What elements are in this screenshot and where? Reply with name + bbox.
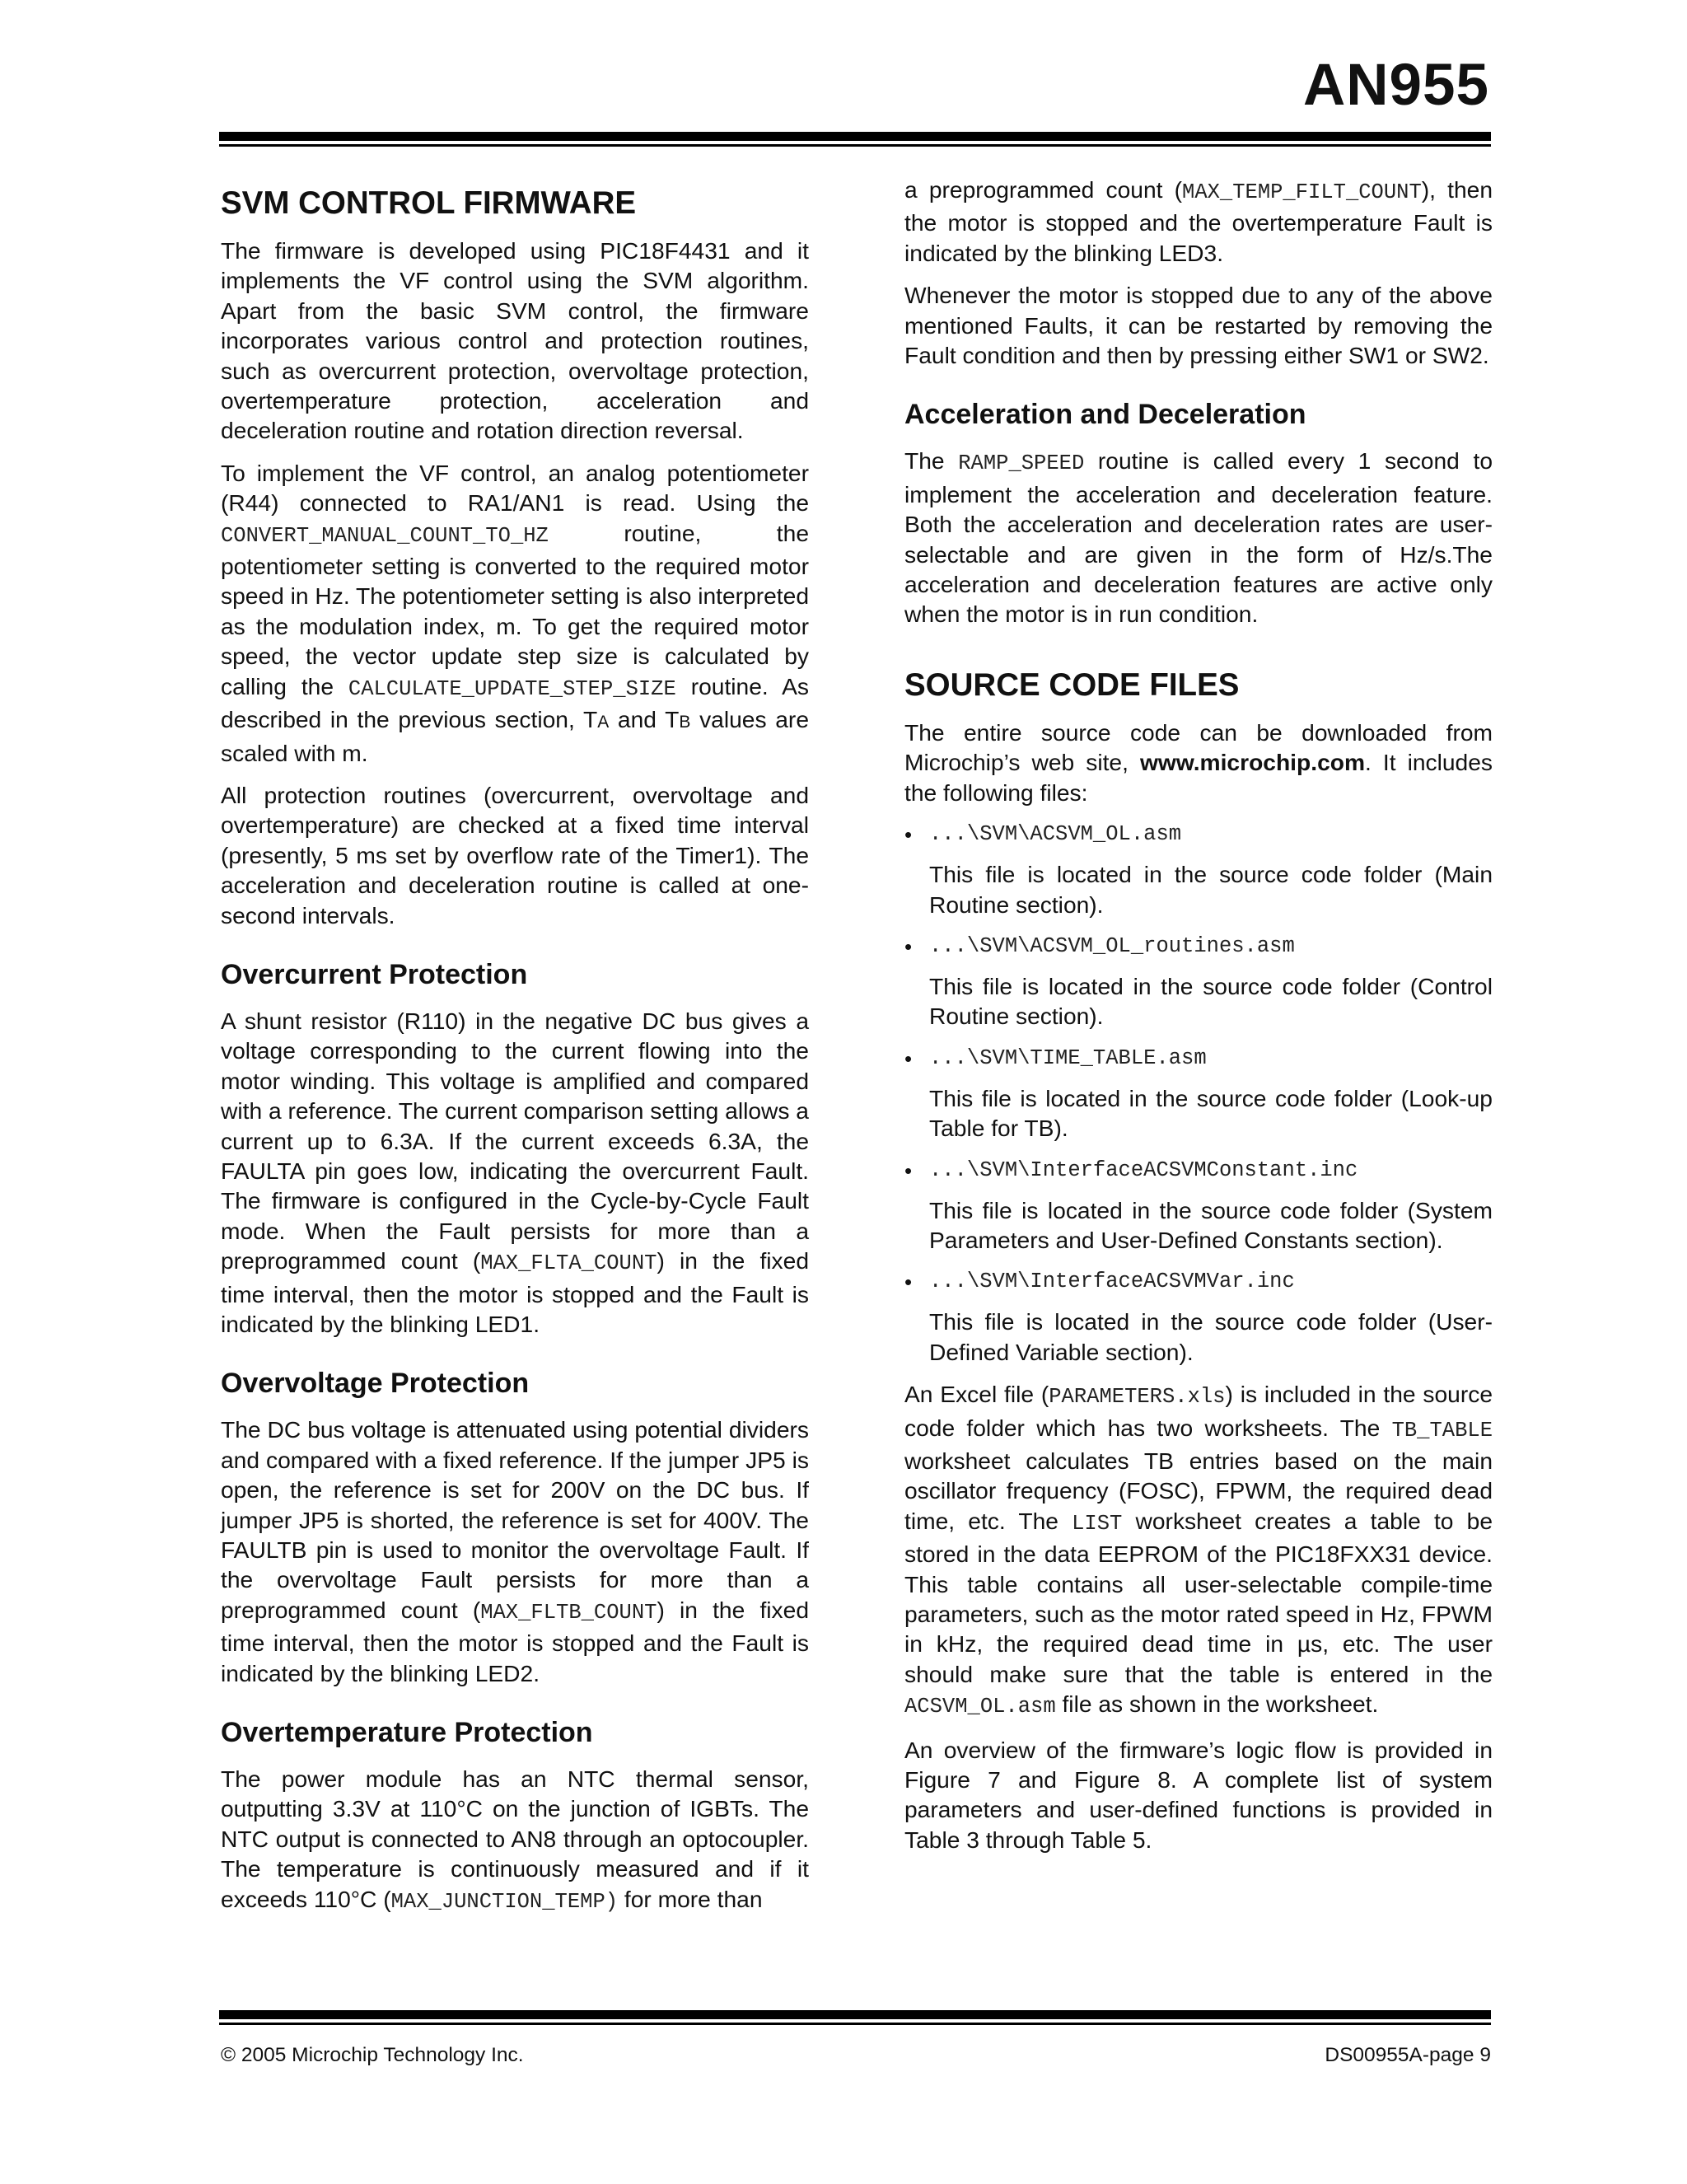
code-max-flta-count: MAX_FLTA_COUNT [480,1251,657,1276]
microchip-web-link[interactable]: www.microchip.com [1139,749,1366,776]
file-name: ...\SVM\TIME_TABLE.asm [929,1045,1207,1070]
code-max-temp-filt-count: MAX_TEMP_FILT_COUNT [1182,180,1422,204]
file-name: ...\SVM\ACSVM_OL_routines.asm [929,933,1295,958]
source-file-list [904,820,1493,1367]
file-name: ...\SVM\InterfaceACSVMConstant.inc [929,1157,1358,1182]
right-column [904,175,1493,1867]
file-name: ...\SVM\InterfaceACSVMVar.inc [929,1270,1295,1294]
paragraph-overcurrent: A shunt resistor (R110) in the negative DC bus gives a voltage corresponding to the current flowing into the motor winding. This voltage is amplified and compared with a reference. The current comparison setting allows a current up to 6.3A. If the current exceeds 6.3A, the FAULTA pin goes low, indicating the overcurrent Fault. The firmware is configured in the Cycle-by-Cycle Fault mode. When the Fault persists for more than a preprogrammed count (MAX_FLTA_COUNT) in the fixed time interval, then the motor is stopped and the Fault is indicated by the blinking LED1. [221,1007,809,1337]
bullet-icon: • [904,1045,913,1071]
document-id: AN955 [1302,53,1489,118]
paragraph-source-intro: The entire source code can be downloaded from Microchip’s web site, www.microchip.com. It includes the following files: [904,718,1493,806]
paragraph-excel-file: An Excel file (PARAMETERS.xls) is included in the source code folder which has two worksheets. The TB_TABLE worksheet calculates TB entries based on the main oscillator frequency (FOSC), FPWM, the required dead time, etc. The LIST worksheet creates a table to be stored in the data EEPROM of the PIC18FXX31 device. This table contains all user-selectable compile-time parameters, such as the motor rated speed in Hz, FPWM in kHz, the required dead time in µs, etc. The user should make sure that the table is entered in the ACSVM_OL.asm file as shown in the worksheet. [904,1381,1493,1719]
paragraph-protection-routines: All protection routines (overcurrent, overvoltage and overtemperature) are checked at a fixed time interval (presently, 5 ms set by overflow rate of the Timer1). The acceleration and deceleration routine is called at one-second intervals. [221,781,809,928]
paragraph-firmware-intro: The firmware is developed using PIC18F4431 and it implements the VF control using the SVM algorithm. Apart from the basic SVM control, the firmware incorporates various control and protection routines, such as overcurrent protection, overvoltage protection, overtemperature protection, acceleration and deceleration routine and rotation direction reversal. [221,237,809,444]
header-rule-thin [219,144,1491,147]
heading-overtemperature: Overtemperature Protection [221,1717,593,1749]
code-max-fltb-count: MAX_FLTB_COUNT [480,1600,657,1625]
paragraph-overtemperature-continued: a preprogrammed count (MAX_TEMP_FILT_COUNT), then the motor is stopped and the overtemperature Fault is indicated by the blinking LED3. [904,176,1493,266]
list-item [904,820,1493,919]
header-rule [219,132,1491,141]
footer-page-number: DS00955A-page 9 [1325,2044,1491,2066]
paragraph-overview: An overview of the firmware’s logic flow is provided in Figure 7 and Figure 8. A complete list of system parameters and user-defined functions is provided in Table 3 through Table 5. [904,1736,1493,1853]
file-description: This file is located in the source code folder (User-Defined Variable section). [929,1308,1493,1365]
footer-rule-thin [219,2023,1491,2025]
file-description: This file is located in the source code folder (Look-up Table for TB). [929,1084,1493,1142]
bullet-icon: • [904,1270,913,1295]
heading-overcurrent: Overcurrent Protection [221,958,528,990]
code-max-junction-temp: MAX_JUNCTION_TEMP) [390,1889,619,1914]
footer-rule [219,2010,1491,2019]
file-name: ...\SVM\ACSVM_OL.asm [929,822,1182,847]
code-parameters-xls: PARAMETERS.xls [1049,1385,1226,1410]
code-tb-table: TB_TABLE [1391,1418,1493,1443]
code-ramp-speed: RAMP_SPEED [958,451,1085,476]
code-list: LIST [1072,1511,1123,1536]
section-title-svm-firmware: SVM CONTROL FIRMWARE [221,185,637,221]
paragraph-overvoltage: The DC bus voltage is attenuated using potential dividers and compared with a fixed reference. If the jumper JP5 is open, the reference is set for 200V on the DC bus. If jumper JP5 is shorted, the reference is set for 400V. The FAULTB pin is used to monitor the overvoltage Fault. If the overvoltage Fault persists for more than a preprogrammed count (MAX_FLTB_COUNT) in the fixed time interval, then the motor is stopped and the Fault is indicated by the blinking LED2. [221,1416,809,1686]
bullet-icon: • [904,933,913,959]
bullet-icon: • [904,1157,913,1183]
file-description: This file is located in the source code folder (Control Routine section). [929,972,1493,1030]
file-description: This file is located in the source code folder (Main Routine section). [929,861,1493,918]
paragraph-overtemperature: The power module has an NTC thermal sensor, outputting 3.3V at 110°C on the junction of IGBTs. The NTC output is connected to AN8 through an optocoupler. The temperature is continuously measured and if it exceeds 110°C (MAX_JUNCTION_TEMP) for more than [221,1765,809,1914]
code-acsvm-ol-asm: ACSVM_OL.asm [904,1695,1056,1719]
paragraph-vf-control: To implement the VF control, an analog potentiometer (R44) connected to RA1/AN1 is read. Using the CONVERT_MANUAL_COUNT_TO_HZ routine, the potentiometer setting is converted to the required motor speed in Hz. The potentiometer setting is also interpreted as the modulation index, m. To get the required motor speed, the vector update step size is calculated by calling the CALCULATE_UPDATE_STEP_SIZE routine. As described in the previous section, TA and TB values are scaled with m. [221,459,809,766]
section-title-source-code: SOURCE CODE FILES [904,666,1240,703]
left-column [221,175,809,1929]
code-convert-routine: CONVERT_MANUAL_COUNT_TO_HZ [221,523,549,548]
list-item [904,1267,1493,1367]
list-item [904,932,1493,1031]
code-step-size-routine: CALCULATE_UPDATE_STEP_SIZE [348,676,676,701]
bullet-icon: • [904,822,913,848]
heading-acceleration: Acceleration and Deceleration [904,399,1306,431]
paragraph-acceleration: The RAMP_SPEED routine is called every 1 second to implement the acceleration and deceleration feature. Both the acceleration and deceleration rates are user-selectable and are given in the form of Hz/s.The acceleration and deceleration features are active only when the motor is in run condition. [904,447,1493,628]
list-item [904,1156,1493,1256]
heading-overvoltage: Overvoltage Protection [221,1368,530,1400]
file-description: This file is located in the source code folder (System Parameters and User-Defined Constants section). [929,1196,1493,1253]
paragraph-restart: Whenever the motor is stopped due to any of the above mentioned Faults, it can be restarted by removing the Fault condition and then by pressing either SW1 or SW2. [904,282,1493,369]
list-item [904,1044,1493,1143]
footer-copyright: © 2005 Microchip Technology Inc. [221,2044,524,2066]
